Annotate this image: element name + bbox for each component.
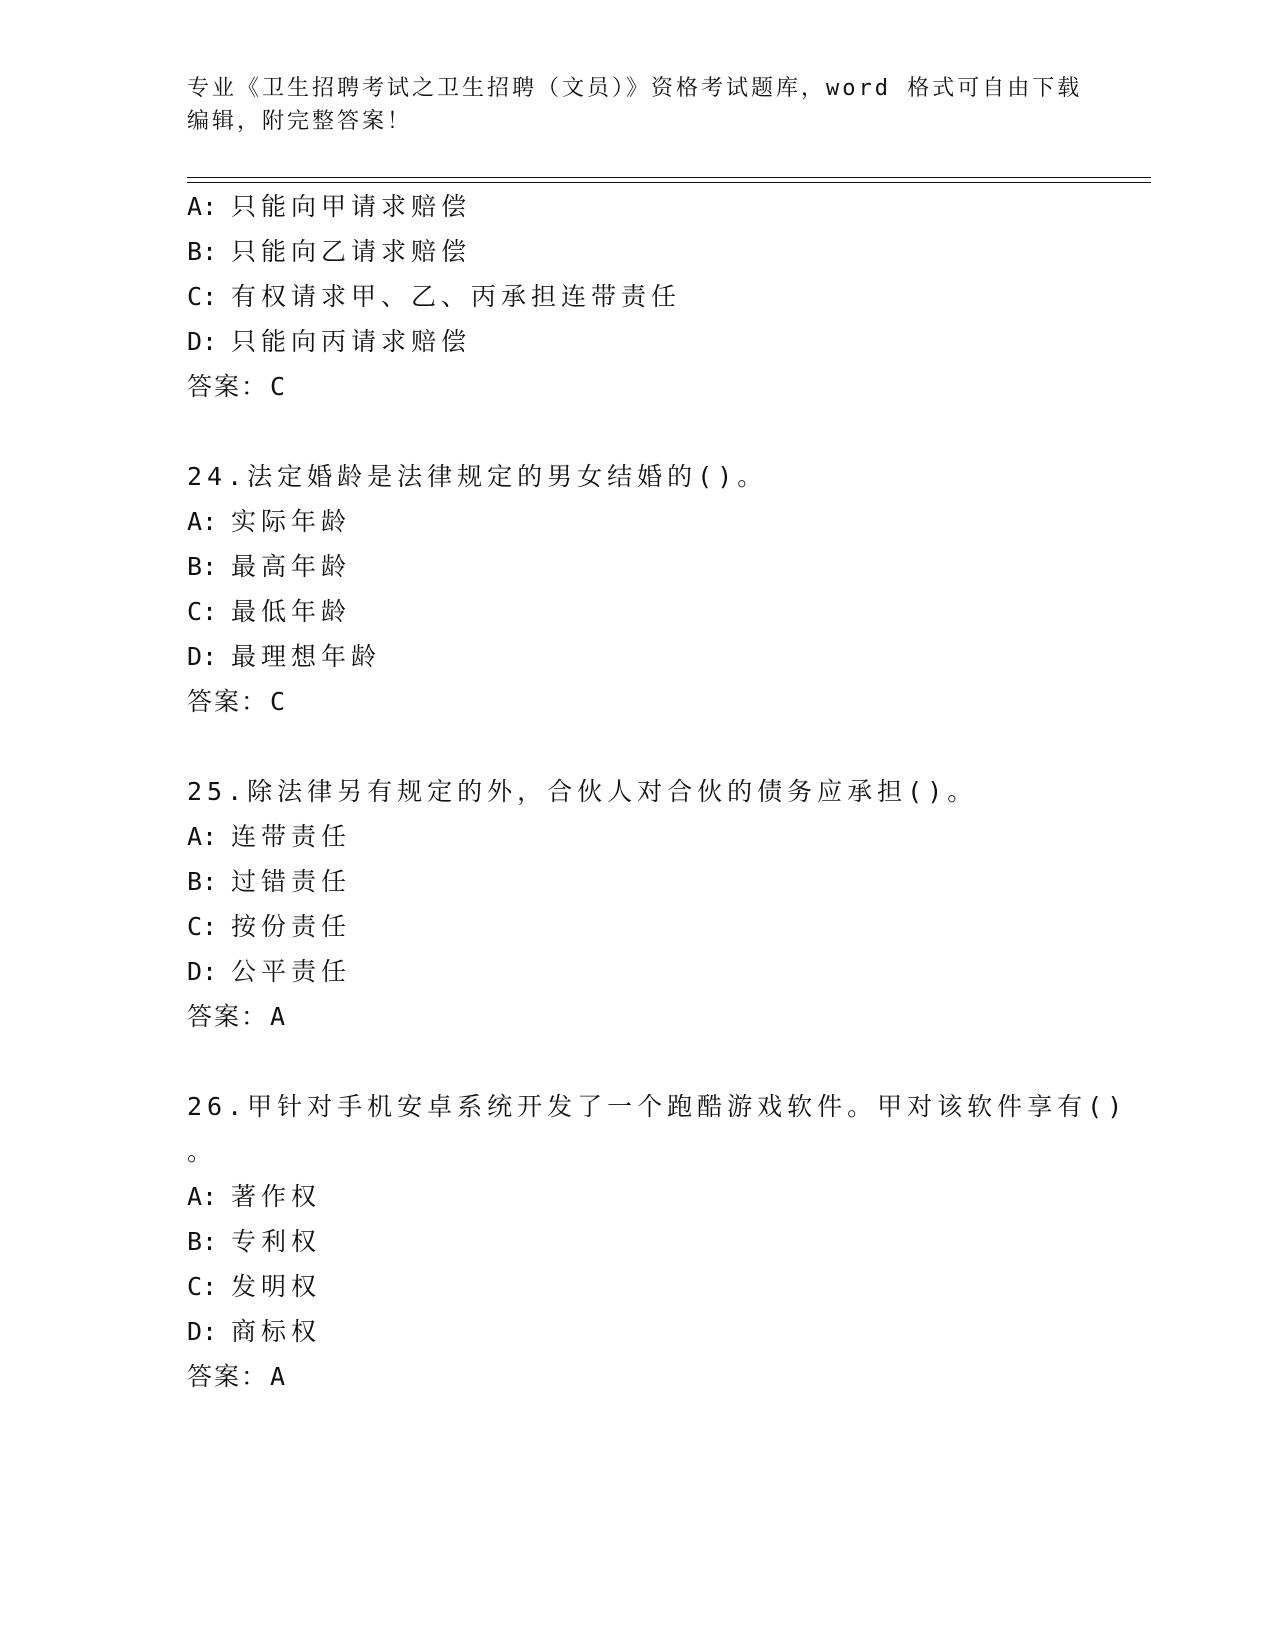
option-letter: A: [187,1182,218,1211]
header-divider-top [187,177,1151,178]
q24-option-c [187,596,351,628]
option-text: 过错责任 [231,867,352,896]
option-text: 只能向甲请求赔偿 [231,192,472,221]
option-letter: B: [187,867,218,896]
q26-question-line-2: 。 [187,1137,218,1166]
q26-answer [187,1361,285,1393]
answer-label: 答案： [187,1362,269,1391]
option-letter: A: [187,822,218,851]
option-text: 有权请求甲、乙、丙承担连带责任 [231,282,682,311]
header-line-2: 编辑，附完整答案！ [187,109,413,134]
q23-option-d [187,326,471,358]
option-letter: B: [187,1227,218,1256]
q26-question-line-1: 26.甲针对手机安卓系统开发了一个跑酷游戏软件。甲对该软件享有() [187,1092,1128,1121]
header-line-1: 专业《卫生招聘考试之卫生招聘（文员）》资格考试题库，word 格式可自由下载 [187,76,1083,101]
option-text: 只能向丙请求赔偿 [231,327,472,356]
answer-value: C [270,372,286,401]
q25-answer [187,1001,285,1033]
q24-option-b [187,551,351,583]
q25-option-b [187,866,351,898]
option-letter: C: [187,597,218,626]
q26-option-b [187,1226,321,1258]
option-text: 专利权 [231,1227,322,1256]
q25-option-d [187,956,351,988]
option-text: 发明权 [231,1272,322,1301]
option-letter: C: [187,912,218,941]
option-letter: B: [187,552,218,581]
option-text: 最高年龄 [231,552,352,581]
option-letter: D: [187,957,218,986]
option-text: 实际年龄 [231,507,352,536]
option-letter: C: [187,1272,218,1301]
q26-option-d [187,1316,321,1348]
q25-option-c [187,911,351,943]
option-text: 商标权 [231,1317,322,1346]
q24-question: 24.法定婚龄是法律规定的男女结婚的()。 [187,462,768,491]
q26-option-a [187,1181,321,1213]
q23-answer [187,371,285,403]
option-letter: A: [187,507,218,536]
option-text: 按份责任 [231,912,352,941]
answer-value: A [270,1362,286,1391]
answer-label: 答案： [187,372,269,401]
option-text: 连带责任 [231,822,352,851]
option-letter: A: [187,192,218,221]
option-text: 公平责任 [231,957,352,986]
q25-option-a [187,821,351,853]
option-text: 只能向乙请求赔偿 [231,237,472,266]
q26-option-c [187,1271,321,1303]
q24-option-a [187,506,351,538]
q23-option-c [187,281,681,313]
answer-label: 答案： [187,687,269,716]
option-letter: B: [187,237,218,266]
q24-answer [187,686,285,718]
option-text: 最低年龄 [231,597,352,626]
q24-option-d [187,641,381,673]
header-divider-bottom [187,182,1151,183]
option-text: 最理想年龄 [231,642,382,671]
document-header [187,72,1087,138]
option-letter: D: [187,642,218,671]
q25-question: 25.除法律另有规定的外，合伙人对合伙的债务应承担()。 [187,777,978,806]
answer-label: 答案： [187,1002,269,1031]
q23-option-a [187,191,471,223]
answer-value: C [270,687,286,716]
option-text: 著作权 [231,1182,322,1211]
answer-value: A [270,1002,286,1031]
option-letter: D: [187,1317,218,1346]
option-letter: C: [187,282,218,311]
option-letter: D: [187,327,218,356]
q23-option-b [187,236,471,268]
